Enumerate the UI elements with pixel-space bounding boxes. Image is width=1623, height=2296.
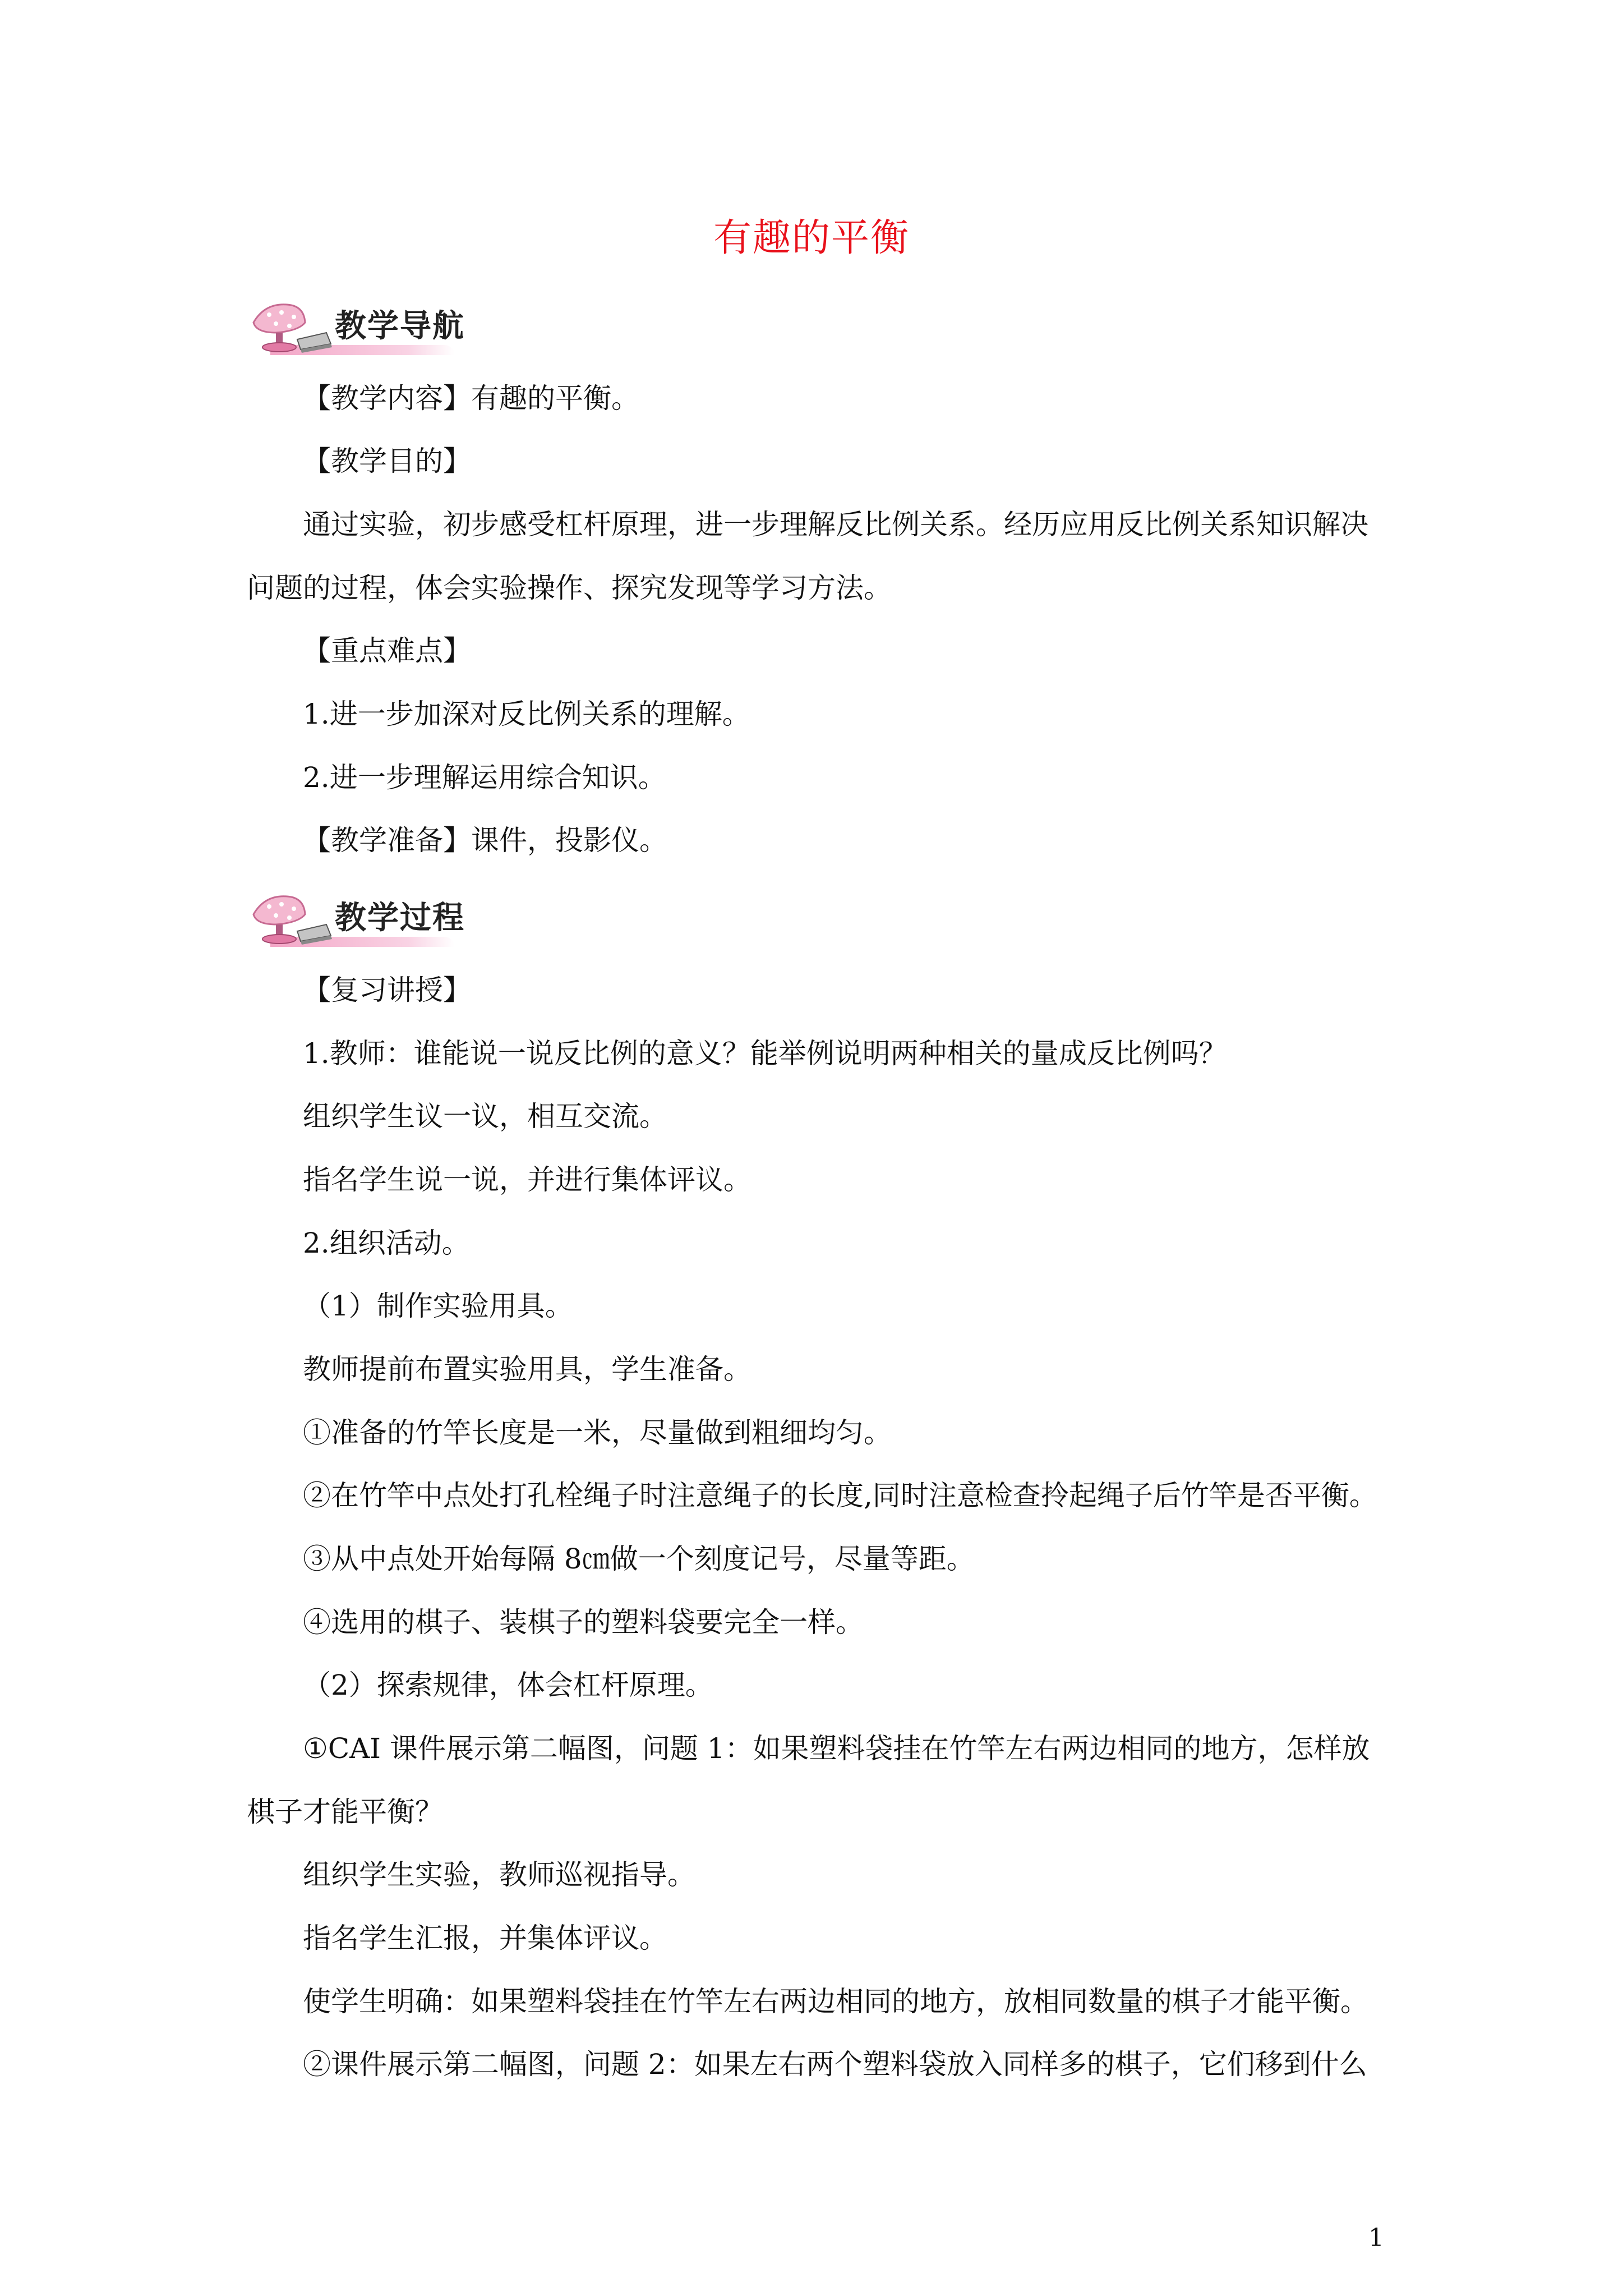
section-banner-process: [242, 892, 500, 954]
paragraph-line: ①准备的竹竿长度是一米，尽量做到粗细均匀。: [303, 1416, 892, 1449]
paragraph-line: 组织学生议一议，相互交流。: [303, 1100, 667, 1133]
paragraph-line: 教师提前布置实验用具，学生准备。: [303, 1353, 751, 1386]
paragraph-line: 指名学生说一说，并进行集体评议。: [303, 1163, 751, 1196]
paragraph-line: （1）制作实验用具。: [303, 1290, 573, 1322]
paragraph-line: ④选用的棋子、装棋子的塑料袋要完全一样。: [303, 1606, 864, 1639]
key-points-heading: 【重点难点】: [303, 634, 471, 667]
section-banner-nav: [242, 300, 500, 362]
paragraph-line: 问题的过程，体会实验操作、探究发现等学习方法。: [247, 572, 892, 604]
paragraph-line: ②课件展示第二幅图，问题 2：如果左右两个塑料袋放入同样多的棋子，它们移到什么: [303, 2048, 1367, 2081]
document-title: 有趣的平衡: [713, 216, 910, 260]
teaching-goal-heading: 【教学目的】: [303, 445, 471, 477]
list-item: 1.进一步加深对反比例关系的理解。: [303, 698, 750, 730]
paragraph-line: ③从中点处开始每隔 8㎝做一个刻度记号，尽量等距。: [303, 1543, 975, 1575]
paragraph-line: 通过实验，初步感受杠杆原理，进一步理解反比例关系。经历应用反比例关系知识解决: [303, 508, 1368, 541]
paragraph-line: 组织学生实验，教师巡视指导。: [303, 1858, 695, 1891]
paragraph-line: 2.组织活动。: [303, 1227, 470, 1259]
paragraph-line: 指名学生汇报，并集体评议。: [303, 1922, 667, 1954]
page-number: 1: [1368, 2224, 1384, 2252]
paragraph-line: 使学生明确：如果塑料袋挂在竹竿左右两边相同的地方，放相同数量的棋子才能平衡。: [303, 1985, 1368, 2018]
teaching-prep-line: 【教学准备】课件，投影仪。: [303, 824, 667, 857]
list-item: 2.进一步理解运用综合知识。: [303, 761, 666, 794]
teaching-content-line: 【教学内容】有趣的平衡。: [303, 382, 639, 415]
paragraph-line: 棋子才能平衡？: [247, 1796, 443, 1828]
paragraph-line: ①CAI 课件展示第二幅图，问题 1：如果塑料袋挂在竹竿左右两边相同的地方，怎样放: [303, 1732, 1370, 1765]
paragraph-line: ②在竹竿中点处打孔栓绳子时注意绳子的长度,同时注意检查拎起绳子后竹竿是否平衡。: [303, 1479, 1377, 1512]
section-banner-label: 教学导航: [335, 308, 465, 344]
section-banner-label: 教学过程: [335, 900, 465, 936]
paragraph-line: （2）探索规律，体会杠杆原理。: [303, 1669, 713, 1701]
paragraph-line: 1.教师：谁能说一说反比例的意义？能举例说明两种相关的量成反比例吗？: [303, 1037, 1227, 1070]
review-heading: 【复习讲授】: [303, 974, 471, 1006]
